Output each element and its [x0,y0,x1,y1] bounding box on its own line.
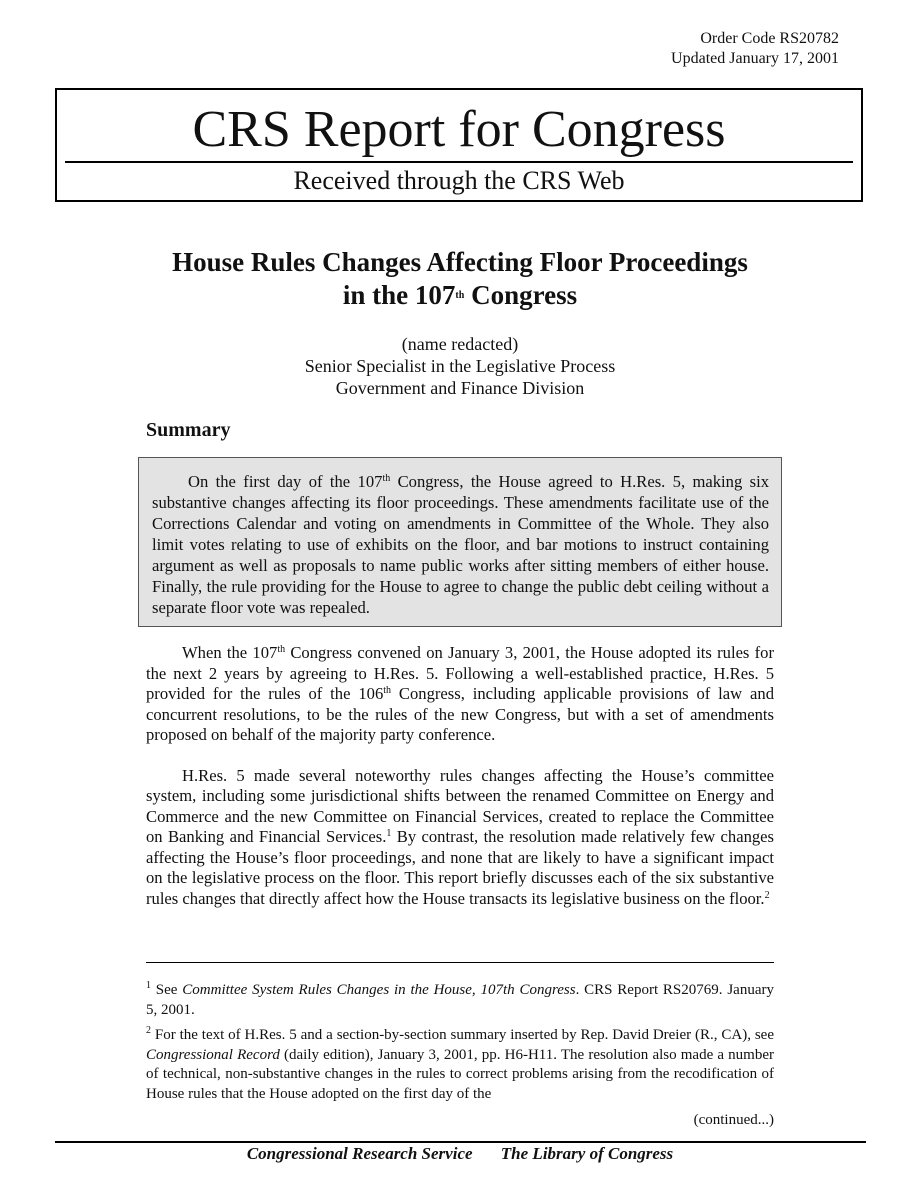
p1-sup-1: th [277,644,286,655]
banner-title: CRS Report for Congress [192,101,726,158]
title-line-1: House Rules Changes Affecting Floor Proceedings [172,247,748,277]
fn1-italic: Committee System Rules Changes in the House, 107th Congress [182,982,576,998]
summary-post: Congress, the House agreed to H.Res. 5, making six substantive changes affecting its floor proceedings. These amendments facilitate use of the Corrections Calendar and voting on amendments in Committee of the Whole. They also limit votes relating to use of exhibits on the floor, and bar motions to instruct containing argument as well as proposals to name public works after sitting members of either house. Finally, the rule providing for the House to agree to change the public debt ceiling without a separate floor vote was repealed. [152,472,769,617]
author-name: (name redacted) [401,334,519,354]
body-text [146,643,774,929]
fn1-b: . CRS Report RS20769. January 5, 2001. [146,982,774,1018]
order-block [671,29,839,69]
fn2-a: For the text of H.Res. 5 and a section-by-section summary inserted by Rep. David Dreier (R., CA), see [151,1027,774,1044]
order-code: Order Code RS20782 [700,30,839,47]
footer-right: The Library of Congress [500,1144,674,1163]
title-line-2-sup: th [455,290,465,301]
author-position: Senior Specialist in the Legislative Process [304,356,616,376]
p2-b: By contrast, the resolution made relatively few changes affecting the House’s floor proceedings, and none that are likely to have a significant impact on the legislative process on the floor. This report briefly discusses each of the six substantive rules changes that directly affect how the House transacts its legislative business on the floor. [146,827,774,908]
summary-heading: Summary [146,419,231,441]
title-line-2-pre: in the 107 [342,280,456,310]
p1-c: Congress, including applicable provisions of law and concurrent resolutions, to be the rules of the new Congress, but with a set of amendments proposed on behalf of the majority party conference. [146,684,774,744]
p1-a: When the 107 [182,643,278,662]
summary-box [138,457,782,627]
continued-note: (continued...) [693,1111,774,1128]
body-paragraph-2 [146,766,774,910]
summary-pre: On the first day of the 107 [188,472,383,491]
document-title [110,246,810,312]
footer [0,1143,920,1165]
footnote-ref-1[interactable]: 1 [386,828,392,839]
footnote-1-mark: 1 [146,980,151,991]
p1-b: Congress convened on January 3, 2001, the House adopted its rules for the next 2 years by agreeing to H.Res. 5. Following a well-established practice, H.Res. 5 provided for the rules of the 106 [146,643,774,703]
fn2-b: (daily edition), January 3, 2001, pp. H6-H11. The resolution also made a number of technical, non-substantive changes in the rules to correct problems arising from the recodification of House rules that the House adopted on the first day of the [146,1046,774,1102]
summary-paragraph [152,471,769,618]
summary-sup: th [382,473,391,484]
report-banner [55,88,863,202]
footnote-1 [146,981,774,1020]
author-block [110,333,810,399]
author-division: Government and Finance Division [335,378,585,398]
footer-left: Congressional Research Service [246,1144,473,1163]
title-line-2-post: Congress [464,280,578,310]
fn1-a: See [151,982,183,998]
p2-a: H.Res. 5 made several noteworthy rules changes affecting the House’s committee system, including some jurisdictional shifts between the renamed Committee on Energy and Commerce and the new Committee on Financial Services, created to replace the Committee on Banking and Financial Services. [146,765,774,846]
banner-divider [65,161,853,163]
updated-date: Updated January 17, 2001 [671,50,839,67]
footnotes [146,981,774,1130]
body-paragraph-1 [146,643,774,746]
footnote-2-mark: 2 [146,1025,151,1037]
footnote-ref-2[interactable]: 2 [764,889,770,901]
banner-subtitle: Received through the CRS Web [293,166,625,195]
footnote-2 [146,1026,774,1104]
footnote-divider [146,962,774,963]
title-line-2 [110,279,810,312]
fn2-italic: Congressional Record [146,1046,280,1063]
p1-sup-2: th [383,685,392,696]
